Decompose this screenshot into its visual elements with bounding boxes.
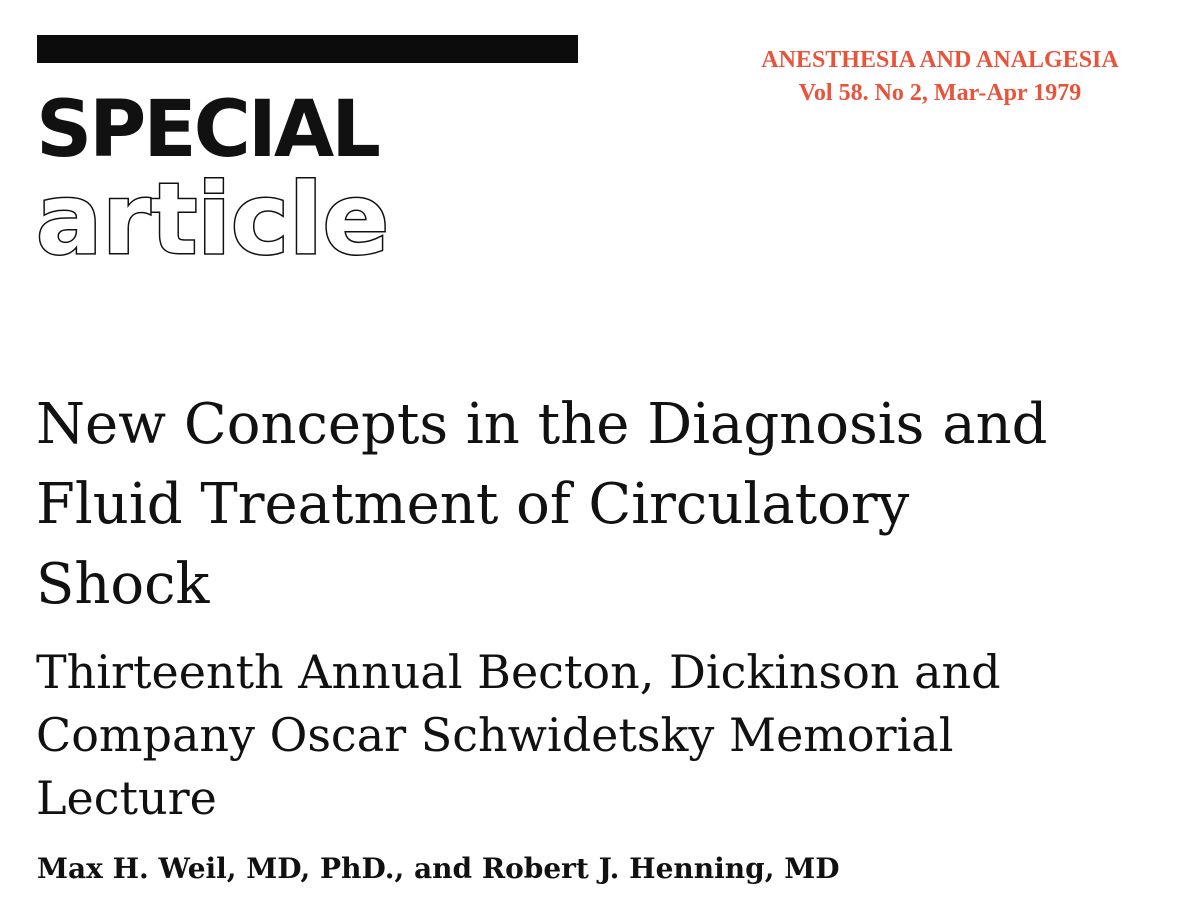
journal-header [700, 44, 1180, 110]
article-title [36, 385, 1186, 625]
title-line: Fluid Treatment of Circulatory [36, 472, 910, 537]
subtitle-line: Thirteenth Annual Becton, Dickinson and [36, 645, 1001, 699]
journal-name: ANESTHESIA AND ANALGESIA [761, 47, 1119, 73]
section-label-article: article [36, 163, 390, 277]
subtitle-line: Lecture [36, 771, 217, 825]
subtitle-line: Company Oscar Schwidetsky Memorial [36, 708, 954, 762]
article-subtitle [36, 641, 1186, 830]
author-list: Max H. Weil, MD, PhD., and Robert J. Henning, MD [37, 852, 840, 885]
header-rule-bar [37, 35, 578, 63]
title-line: Shock [36, 552, 210, 617]
title-line: New Concepts in the Diagnosis and [36, 392, 1048, 457]
journal-issue: Vol 58. No 2, Mar-Apr 1979 [798, 80, 1082, 106]
section-label-special: SPECIAL [36, 85, 378, 175]
